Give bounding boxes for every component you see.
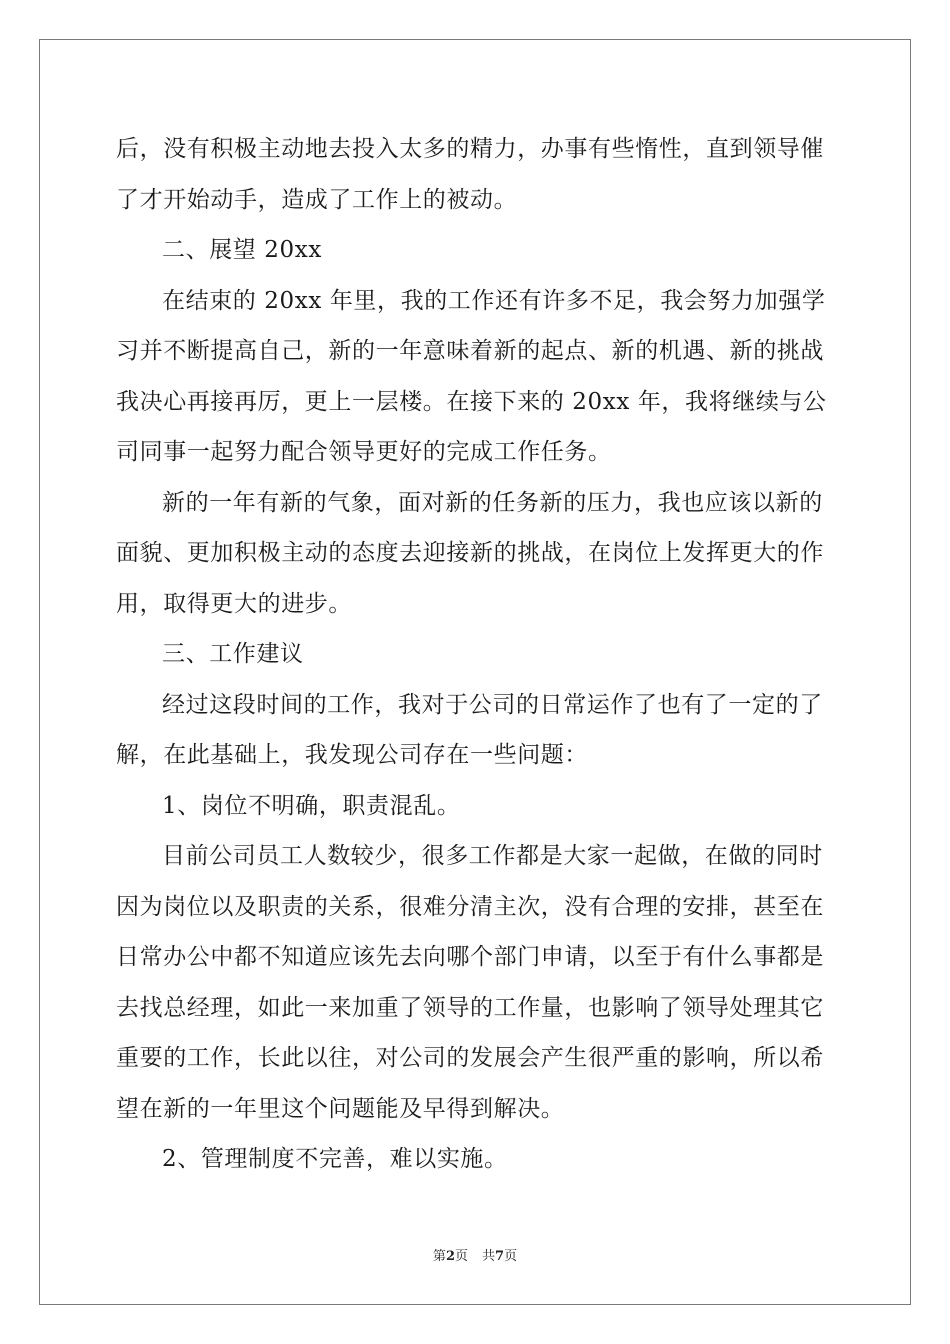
text-line: 我决心再接再厉，更上一层楼。在接下来的 20xx 年，我将继续与公 [116,388,827,415]
document-body [116,124,838,1185]
text-line: 习并不断提高自己，新的一年意味着新的起点、新的机遇、新的挑战 [116,338,824,364]
page-suffix: 页 [454,1249,468,1264]
text-line: 二、展望 20xx [162,237,322,263]
page-footer [0,1245,950,1264]
text-line: 因为岗位以及职责的关系，很难分清主次，没有合理的安排，甚至在 [116,893,824,920]
total-pages: 7 [495,1249,505,1264]
text-line: 1、岗位不明确，职责混乱。 [162,792,461,819]
text-line: 司同事一起努力配合领导更好的完成工作任务。 [116,439,612,465]
page-number: 2 [445,1249,455,1264]
text-line: 面貌、更加积极主动的态度去迎接新的挑战，在岗位上发挥更大的作 [116,540,824,566]
text-line: 新的一年有新的气象，面对新的任务新的压力，我也应该以新的 [162,489,823,516]
total-suffix: 页 [504,1249,518,1264]
text-line: 在结束的 20xx 年里，我的工作还有许多不足，我会努力加强学 [162,287,826,314]
text-line: 2、管理制度不完善，难以实施。 [162,1146,508,1172]
text-line: 了才开始动手，造成了工作上的被动。 [116,186,518,213]
text-line: 用，取得更大的进步。 [116,590,352,617]
text-line: 经过这段时间的工作，我对于公司的日常运作了也有了一定的了 [162,691,823,718]
text-line: 日常办公中都不知道应该先去向哪个部门申请，以至于有什么事都是 [116,944,824,970]
text-line: 三、工作建议 [162,641,304,667]
text-line: 目前公司员工人数较少，很多工作都是大家一起做，在做的同时 [162,843,823,869]
page-prefix: 第 [432,1249,446,1264]
text-line: 望在新的一年里这个问题能及早得到解决。 [116,1095,565,1122]
text-line: 解，在此基础上，我发现公司存在一些问题： [116,742,588,768]
text-line: 重要的工作，长此以往，对公司的发展会产生很严重的影响，所以希 [116,1045,824,1071]
text-line: 后，没有积极主动地去投入太多的精力，办事有些惰性，直到领导催 [116,136,824,162]
text-line: 去找总经理，如此一来加重了领导的工作量，也影响了领导处理其它 [116,994,824,1021]
total-prefix: 共 [482,1249,496,1264]
